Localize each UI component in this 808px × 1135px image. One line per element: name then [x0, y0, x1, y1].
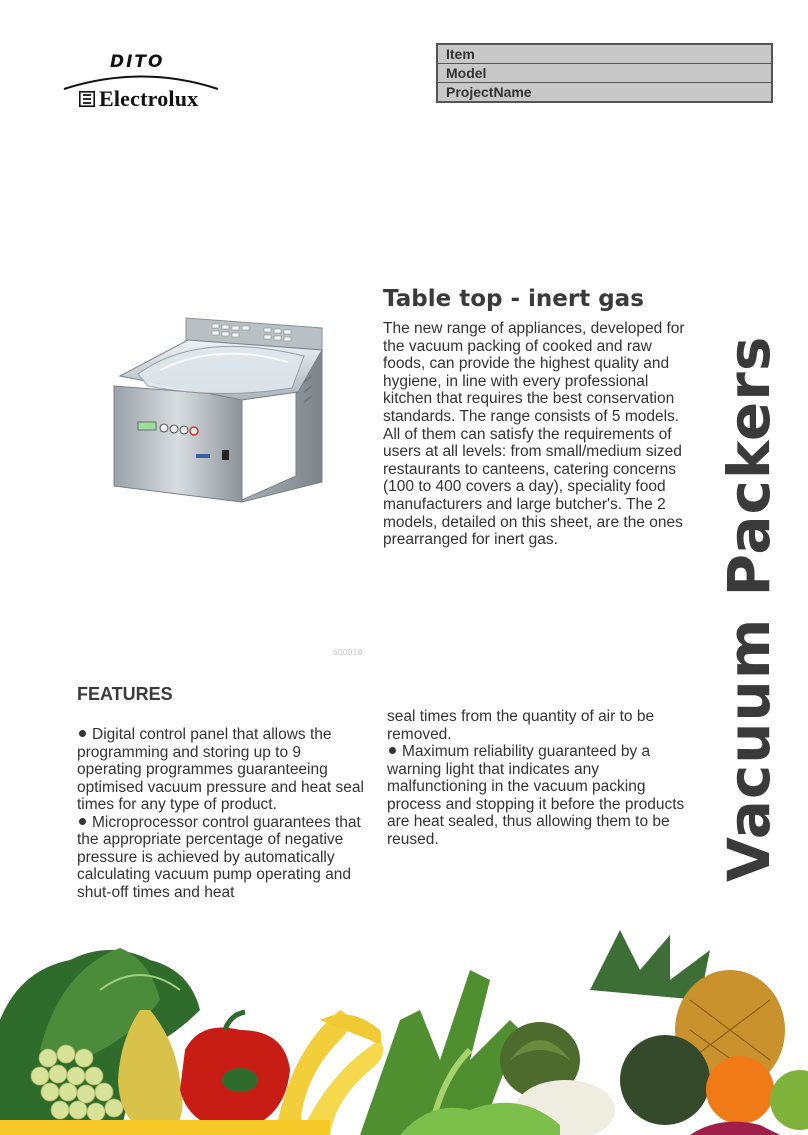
- feature-bullet: [387, 743, 687, 848]
- info-row-project-name: ProjectName: [446, 84, 532, 100]
- image-code: 600018: [333, 648, 363, 657]
- feature-continuation: seal times from the quantity of air to be removed.: [387, 708, 655, 743]
- electrolux-logo-text: Electrolux: [99, 86, 199, 111]
- page-heading: Table top - inert gas: [383, 286, 644, 312]
- vegetables-banner-image: [0, 930, 808, 1135]
- intro-paragraph: The new range of appliances, developed for the vacuum packing of cooked and raw foods, can provide the highest quality and hygiene, in line with every professional kitchen that requires the best conservation standards. The range consists of 5 models. All of them can satisfy the requirements of users at all levels: from small/medium sized restaurants to canteens, catering concerns (100 to 400 covers a day), speciality food manufacturers and large butcher's. The 2 models, detailed on this sheet, are the ones prearranged for inert gas.: [383, 320, 685, 549]
- feature-text: Digital control panel that allows the programming and storing up to 9 operating programmes guaranteeing optimised vacuum pressure and heat seal times for any type of product.: [77, 726, 364, 813]
- electrolux-mark-icon: [79, 91, 95, 107]
- vacuum-packer-image: [108, 310, 340, 506]
- features-heading: FEATURES: [77, 684, 173, 704]
- features-left-column: [77, 726, 367, 901]
- bullet-dot-icon: [389, 747, 396, 754]
- feature-text: Maximum reliability guaranteed by a warning light that indicates any malfunctioning in the vacuum packing process and stopping it before the products are heat sealed, thus allowing them to be reused.: [387, 743, 685, 848]
- bullet-dot-icon: [79, 730, 86, 737]
- feature-bullet: [77, 726, 367, 814]
- vertical-title: Vacuum Packers: [715, 335, 783, 882]
- dito-logo-text: DITO: [110, 52, 165, 72]
- info-table: [436, 43, 773, 103]
- feature-bullet: [77, 814, 367, 902]
- features-right-column: [387, 708, 687, 848]
- info-row-model: Model: [438, 64, 771, 83]
- feature-text: Microprocessor control guarantees that the appropriate percentage of negative pressure is achieved by automatically calculating vacuum pump operating and shut-off times and heat: [77, 813, 361, 901]
- info-row-item: Item: [438, 45, 771, 64]
- bullet-dot-icon: [79, 818, 86, 825]
